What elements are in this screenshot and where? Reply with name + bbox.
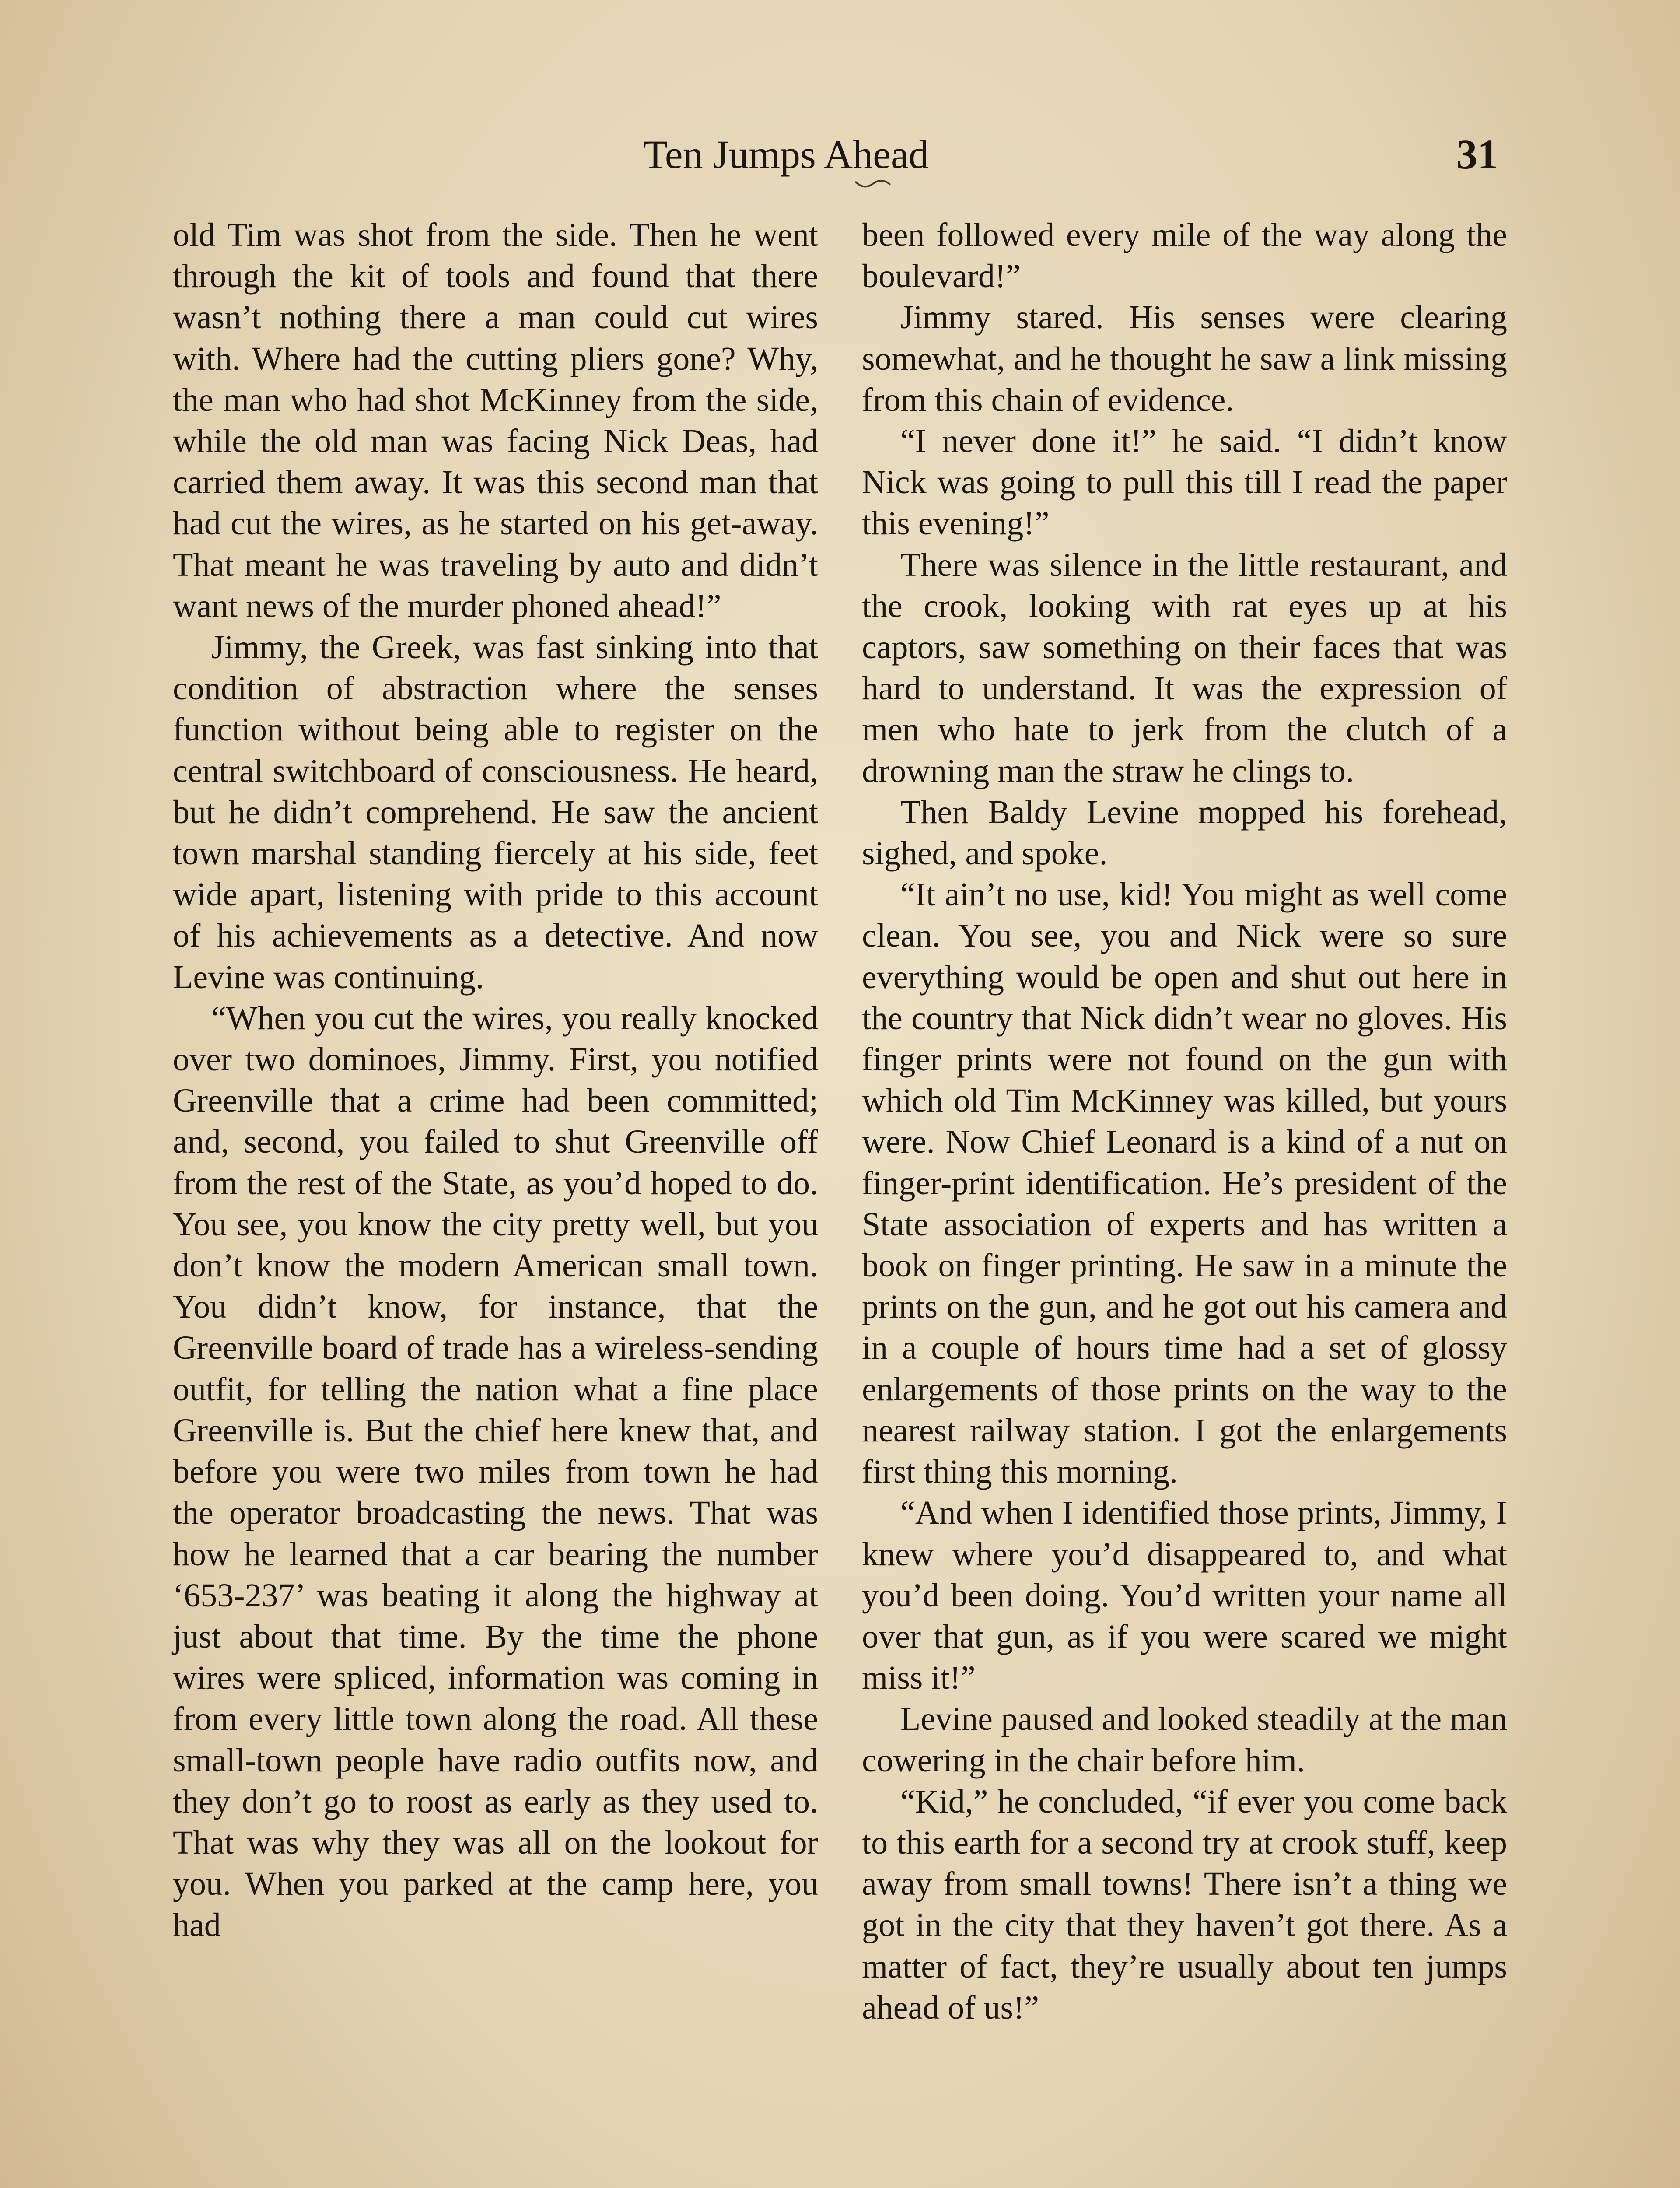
paragraph: There was silence in the little restaurant, and the crook, looking with rat eyes up at his captors, saw something on their faces that was hard to understand. It was the expression of men who hate to jerk from the clutch of a drowning man the straw he clings to.: [862, 546, 1507, 789]
paragraph: Jimmy stared. His senses were clearing somewhat, and he thought he saw a link missing from this chain of evidence.: [862, 299, 1507, 418]
paragraph: “And when I identified those prints, Jimmy, I knew where you’d disappeared to, and what you’d been doing. You’d written your name all over that gun, as if you were scared we might miss it!”: [862, 1494, 1507, 1697]
paragraph: old Tim was shot from the side. Then he went through the kit of tools and found that there wasn’t nothing there a man could cut wires with. Where had the cutting pliers gone? Why, the man who had shot McKinney from the side, while the old man was facing Nick Deas, had carried them away. It was this second man that had cut the wires, as he started on his get-away. That meant he was traveling by auto and didn’t want news of the murder phoned ahead!”: [173, 217, 818, 624]
page-header: [0, 126, 1680, 187]
paragraph: “I never done it!” he said. “I didn’t know Nick was going to pull this till I read the paper this evening!”: [862, 423, 1507, 542]
paragraph: been followed every mile of the way along the boulevard!”: [862, 217, 1507, 295]
paragraph: Jimmy, the Greek, was fast sinking into that condition of abstraction where the senses function without being able to register on the central switchboard of consciousness. He heard, but he didn’t comprehend. He saw the ancient town marshal standing fiercely at his side, feet wide apart, listening with pride to this account of his achievements as a detective. And now Levine was continuing.: [173, 629, 818, 996]
left-column: [173, 214, 818, 1946]
right-column: [862, 214, 1507, 2028]
paragraph: Then Baldy Levine mopped his forehead, sighed, and spoke.: [862, 793, 1507, 872]
page-number: 31: [1456, 131, 1498, 178]
paragraph: Levine paused and looked steadily at the man cowering in the chair before him.: [862, 1701, 1507, 1779]
paragraph: “It ain’t no use, kid! You might as well come clean. You see, you and Nick were so sure everything would be open and shut out here in the country that Nick didn’t wear no gloves. His finger prints were not found on the gun with which old Tim McKinney was killed, but yours were. Now Chief Leonard is a kind of a nut on finger-print identification. He’s president of the State association of experts and has written a book on finger printing. He saw in a minute the prints on the gun, and he got out his camera and in a couple of hours time had a set of glossy enlargements of those prints on the way to the nearest railway station. I got the enlargements first thing this morning.: [862, 876, 1507, 1490]
paragraph: “When you cut the wires, you really knocked over two dominoes, Jimmy. First, you notified Greenville that a crime had been committed; and, second, you failed to shut Greenville off from the rest of the State, as you’d hoped to do. You see, you know the city pretty well, but you don’t know the modern American small town. You didn’t know, for instance, that the Greenville board of trade has a wireless-sending outfit, for telling the nation what a fine place Greenville is. But the chief here knew that, and before you were two miles from town he had the operator broadcasting the news. That was how he learned that a car bearing the number ‘653-237’ was beating it along the highway at just about that time. By the time the phone wires were spliced, information was coming in from every little town along the road. All these small-town people have radio outfits now, and they don’t go to roost as early as they used to. That was why they was all on the lookout for you. When you parked at the camp here, you had: [173, 999, 818, 1944]
ornament-icon: [853, 175, 892, 193]
paragraph: “Kid,” he concluded, “if ever you come back to this earth for a second try at crook stuff, keep away from small towns! There isn’t a thing we got in the city that they haven’t got there. As a matter of fact, they’re usually about ten jumps ahead of us!”: [862, 1783, 1507, 2026]
running-title: Ten Jumps Ahead: [643, 132, 929, 177]
